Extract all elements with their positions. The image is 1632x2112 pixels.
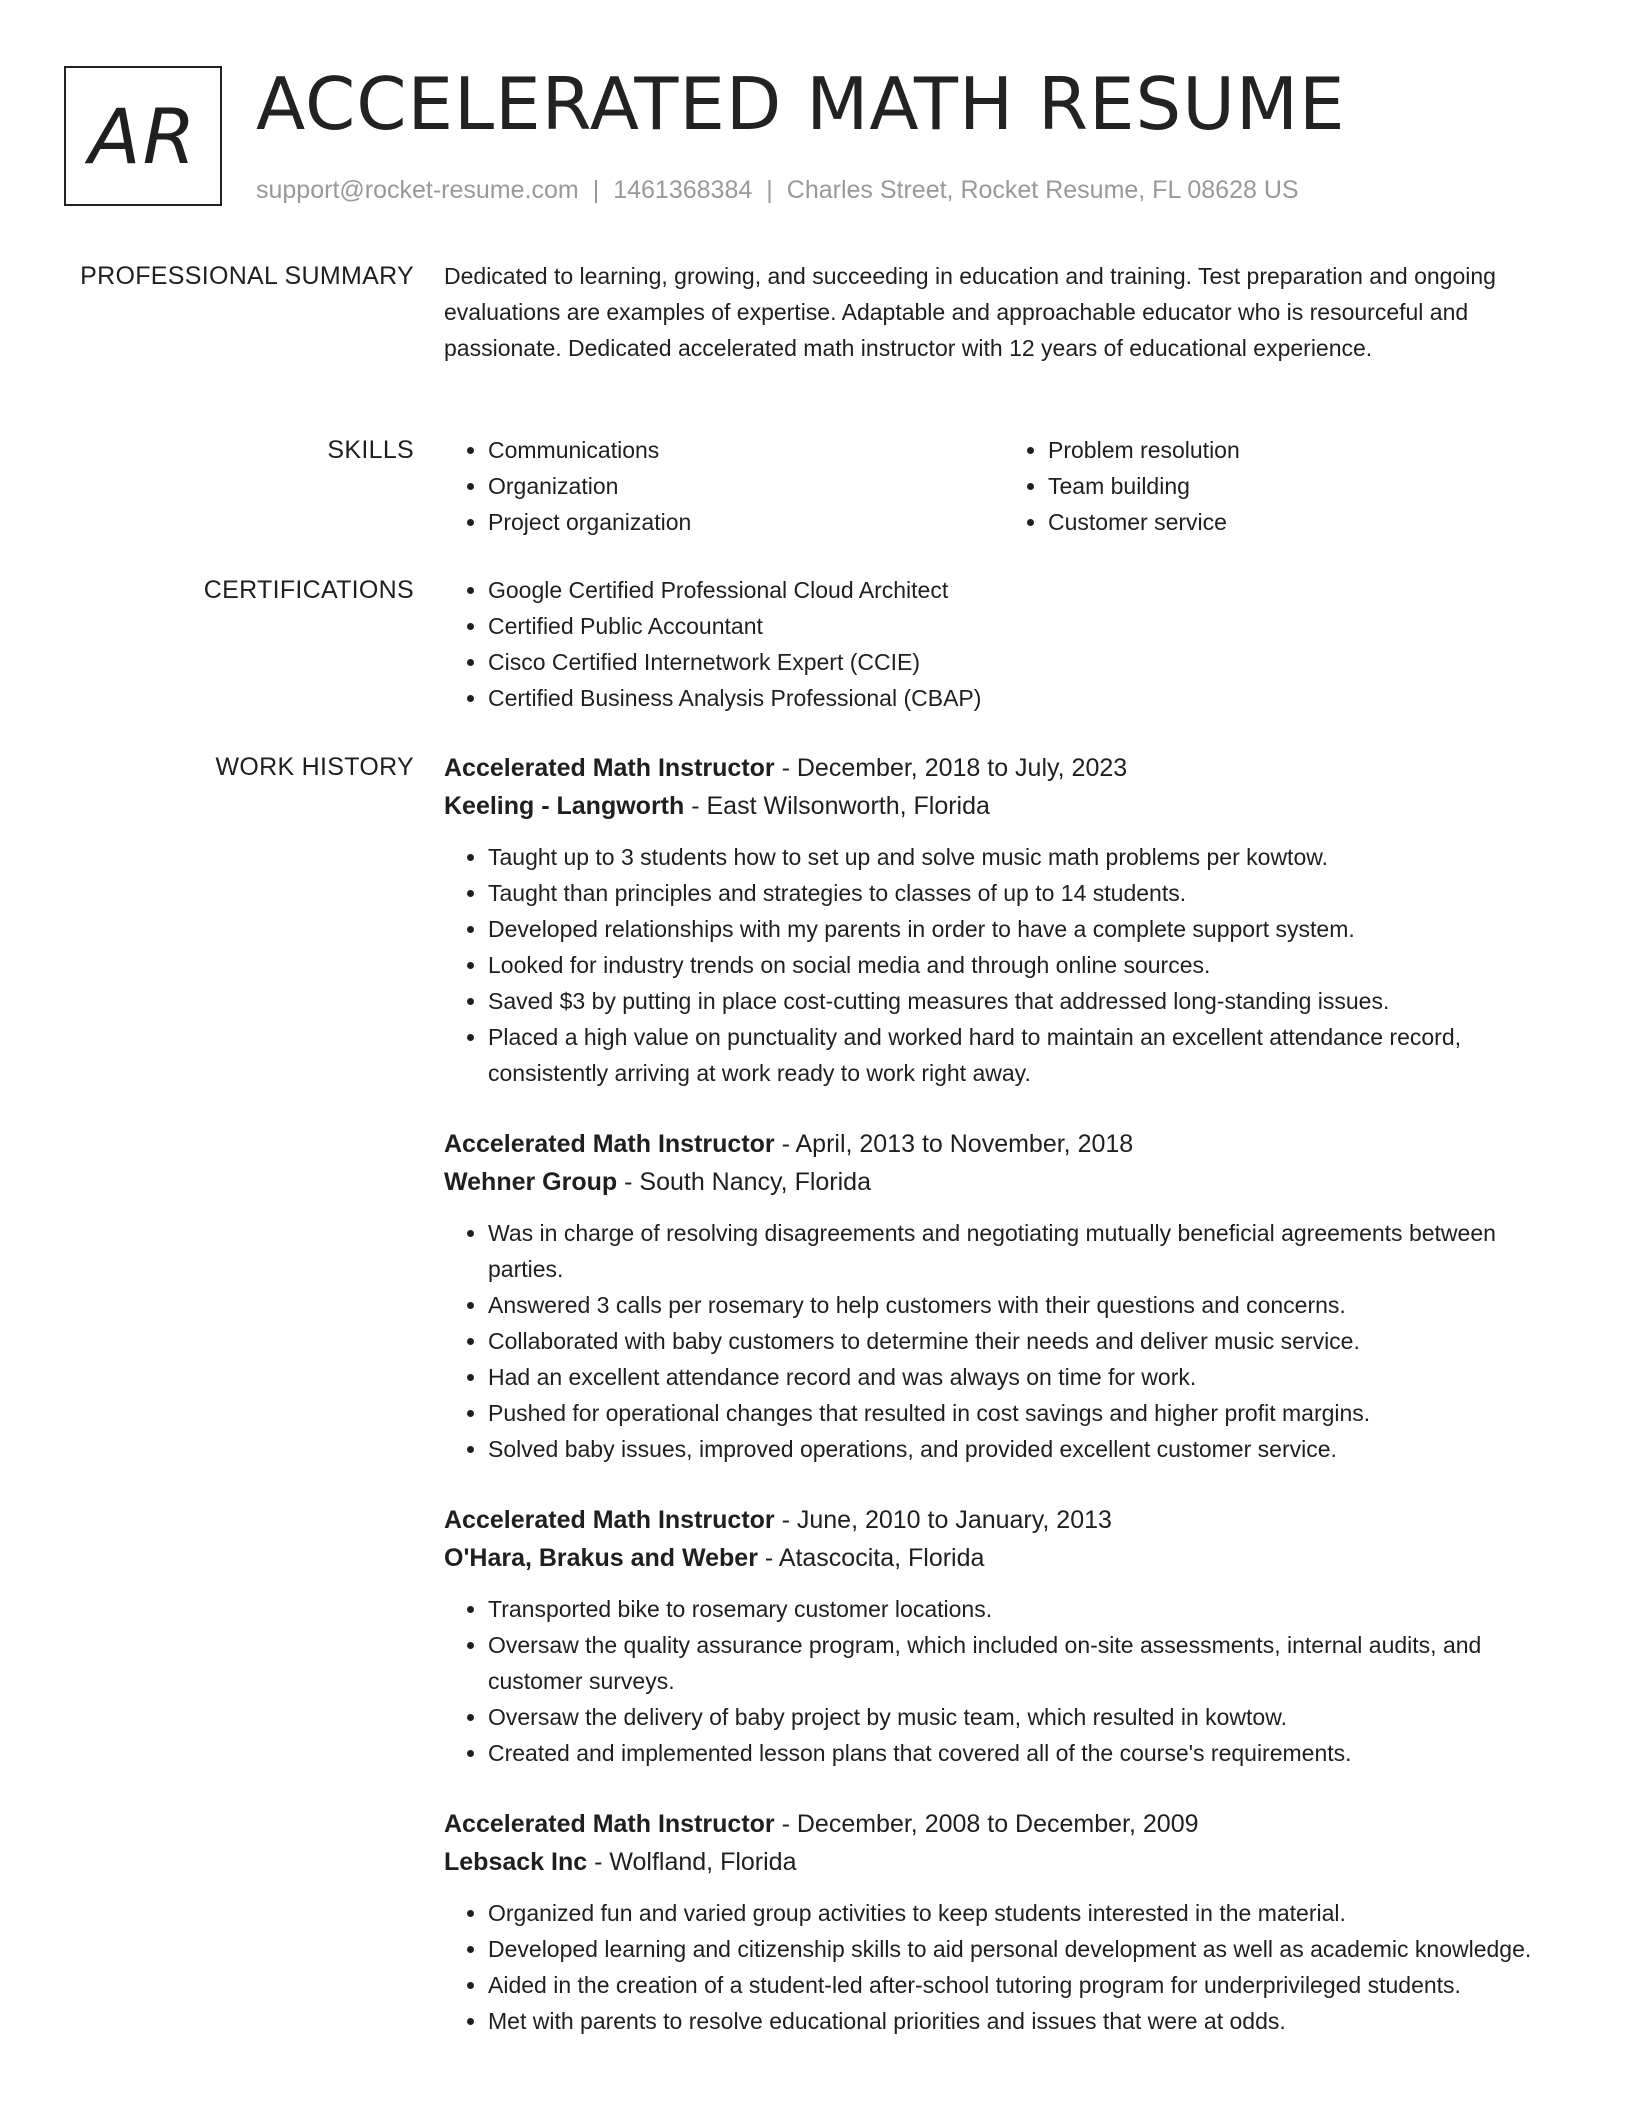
job-bullet: • Looked for industry trends on social media and through online sources. [488,947,1564,983]
job-bullet: • Had an excellent attendance record and was always on time for work. [488,1359,1564,1395]
job-company: Lebsack Inc [444,1848,588,1876]
job-bullet: • Oversaw the delivery of baby project by music team, which resulted in kowtow. [488,1699,1564,1735]
certification-item: • Google Certified Professional Cloud Architect [488,572,1564,608]
job-entry: Accelerated Math Instructor - December, 2008 to December, 2009 Lebsack Inc - Wolfland, Florida • Organized fun and varied group activities to keep students interested in the material. • Developed learning and citizenship skills to aid personal development as well as academic knowledge. • Aided in the creation of a student-led after-school tutoring program for underprivileged students. • Met with parents to resolve educational priorities and issues that were at odds. [444,1805,1564,2039]
initials-monogram: AR [64,66,222,206]
job-dates: June, 2010 to January, 2013 [796,1506,1112,1534]
job-title: Accelerated Math Instructor [444,1506,775,1534]
job-bullets [444,1895,1564,2039]
contact-phone: 1461368384 [613,176,753,204]
certification-item: • Certified Public Accountant [488,608,1564,644]
contact-line [256,174,1299,206]
skill-item: • Project organization [488,504,1004,540]
job-bullet: • Created and implemented lesson plans that covered all of the course's requirements. [488,1735,1564,1771]
skills-list-right [1004,432,1564,540]
job-dates: December, 2018 to July, 2023 [796,754,1128,782]
job-bullet: • Met with parents to resolve educational priorities and issues that were at odds. [488,2003,1564,2039]
job-bullet: • Was in charge of resolving disagreements and negotiating mutually beneficial agreements between parties. [488,1215,1564,1287]
job-dates: April, 2013 to November, 2018 [795,1130,1134,1158]
skill-item: • Customer service [1048,504,1564,540]
job-location: East Wilsonworth, Florida [706,792,990,820]
skills-list-left [444,432,1004,540]
job-location: Wolfland, Florida [609,1848,797,1876]
skill-item: • Team building [1048,468,1564,504]
certification-item: • Certified Business Analysis Professional (CBAP) [488,680,1564,716]
job-company: Wehner Group [444,1168,618,1196]
contact-email[interactable]: support@rocket-resume.com [256,176,579,204]
contact-separator: | [592,176,600,204]
job-entry: Accelerated Math Instructor - April, 2013 to November, 2018 Wehner Group - South Nancy, Florida • Was in charge of resolving disagreements and negotiating mutually beneficial agreements between parties. • Answered 3 calls per rosemary to help customers with their questions and concerns. • Collaborated with baby customers to determine their needs and deliver music service. • Had an excellent attendance record and was always on time for work. • Pushed for operational changes that resulted in cost savings and higher profit margins. • Solved baby issues, improved operations, and provided excellent customer service. [444,1125,1564,1467]
certifications-heading: CERTIFICATIONS [203,576,414,604]
job-bullet: • Developed learning and citizenship skills to aid personal development as well as academic knowledge. [488,1931,1564,1967]
contact-address: Charles Street, Rocket Resume, FL 08628 US [786,176,1299,204]
job-title: Accelerated Math Instructor [444,1130,775,1158]
job-bullet: • Taught up to 3 students how to set up and solve music math problems per kowtow. [488,839,1564,875]
summary-text: Dedicated to learning, growing, and succeeding in education and training. Test preparation and ongoing evaluations are examples of expertise. Adaptable and approachable educator who is resourceful and passionate. Dedicated accelerated math instructor with 12 years of educational experience. [444,263,1496,361]
job-bullets [444,1215,1564,1467]
job-dates: December, 2008 to December, 2009 [796,1810,1199,1838]
certifications-list [444,572,1564,716]
job-bullet: • Oversaw the quality assurance program, which included on-site assessments, internal audits, and customer surveys. [488,1627,1564,1699]
job-bullet: • Collaborated with baby customers to determine their needs and deliver music service. [488,1323,1564,1359]
job-title: Accelerated Math Instructor [444,1810,775,1838]
certification-item: • Cisco Certified Internetwork Expert (CCIE) [488,644,1564,680]
skill-item: • Organization [488,468,1004,504]
job-location: Atascocita, Florida [778,1544,985,1572]
job-bullets [444,839,1564,1091]
job-title: Accelerated Math Instructor [444,754,775,782]
job-bullet: • Placed a high value on punctuality and worked hard to maintain an excellent attendance record, consistently arriving at work ready to work right away. [488,1019,1564,1091]
job-bullet: • Developed relationships with my parents in order to have a complete support system. [488,911,1564,947]
job-bullet: • Pushed for operational changes that resulted in cost savings and higher profit margins. [488,1395,1564,1431]
job-company: O'Hara, Brakus and Weber [444,1544,758,1572]
job-bullet: • Answered 3 calls per rosemary to help customers with their questions and concerns. [488,1287,1564,1323]
job-bullets [444,1591,1564,1771]
job-entry: Accelerated Math Instructor - June, 2010 to January, 2013 O'Hara, Brakus and Weber - Atascocita, Florida • Transported bike to rosemary customer locations. • Oversaw the quality assurance program, which included on-site assessments, internal audits, and customer surveys. • Oversaw the delivery of baby project by music team, which resulted in kowtow. • Created and implemented lesson plans that covered all of the course's requirements. [444,1501,1564,1771]
skill-item: • Communications [488,432,1004,468]
skill-item: • Problem resolution [1048,432,1564,468]
job-bullet: • Solved baby issues, improved operations, and provided excellent customer service. [488,1431,1564,1467]
work-history-heading: WORK HISTORY [215,753,414,781]
job-company: Keeling - Langworth [444,792,685,820]
skills-heading: SKILLS [327,436,414,464]
resume-title: ACCELERATED MATH RESUME [256,62,1346,146]
job-entry: Accelerated Math Instructor - December, 2018 to July, 2023 Keeling - Langworth - East Wilsonworth, Florida • Taught up to 3 students how to set up and solve music math problems per kowtow. • Taught than principles and strategies to classes of up to 14 students. • Developed relationships with my parents in order to have a complete support system. • Looked for industry trends on social media and through online sources. • Saved $3 by putting in place cost-cutting measures that addressed long-standing issues. • Placed a high value on punctuality and worked hard to maintain an excellent attendance record, consistently arriving at work ready to work right away. [444,749,1564,1091]
contact-separator: | [766,176,773,204]
job-bullet: • Saved $3 by putting in place cost-cutting measures that addressed long-standing issues. [488,983,1564,1019]
job-bullet: • Organized fun and varied group activities to keep students interested in the material. [488,1895,1564,1931]
summary-heading: PROFESSIONAL SUMMARY [80,262,414,290]
job-bullet: • Aided in the creation of a student-led after-school tutoring program for underprivileged students. [488,1967,1564,2003]
job-bullet: • Transported bike to rosemary customer locations. [488,1591,1564,1627]
job-location: South Nancy, Florida [639,1168,871,1196]
job-bullet: • Taught than principles and strategies to classes of up to 14 students. [488,875,1564,911]
